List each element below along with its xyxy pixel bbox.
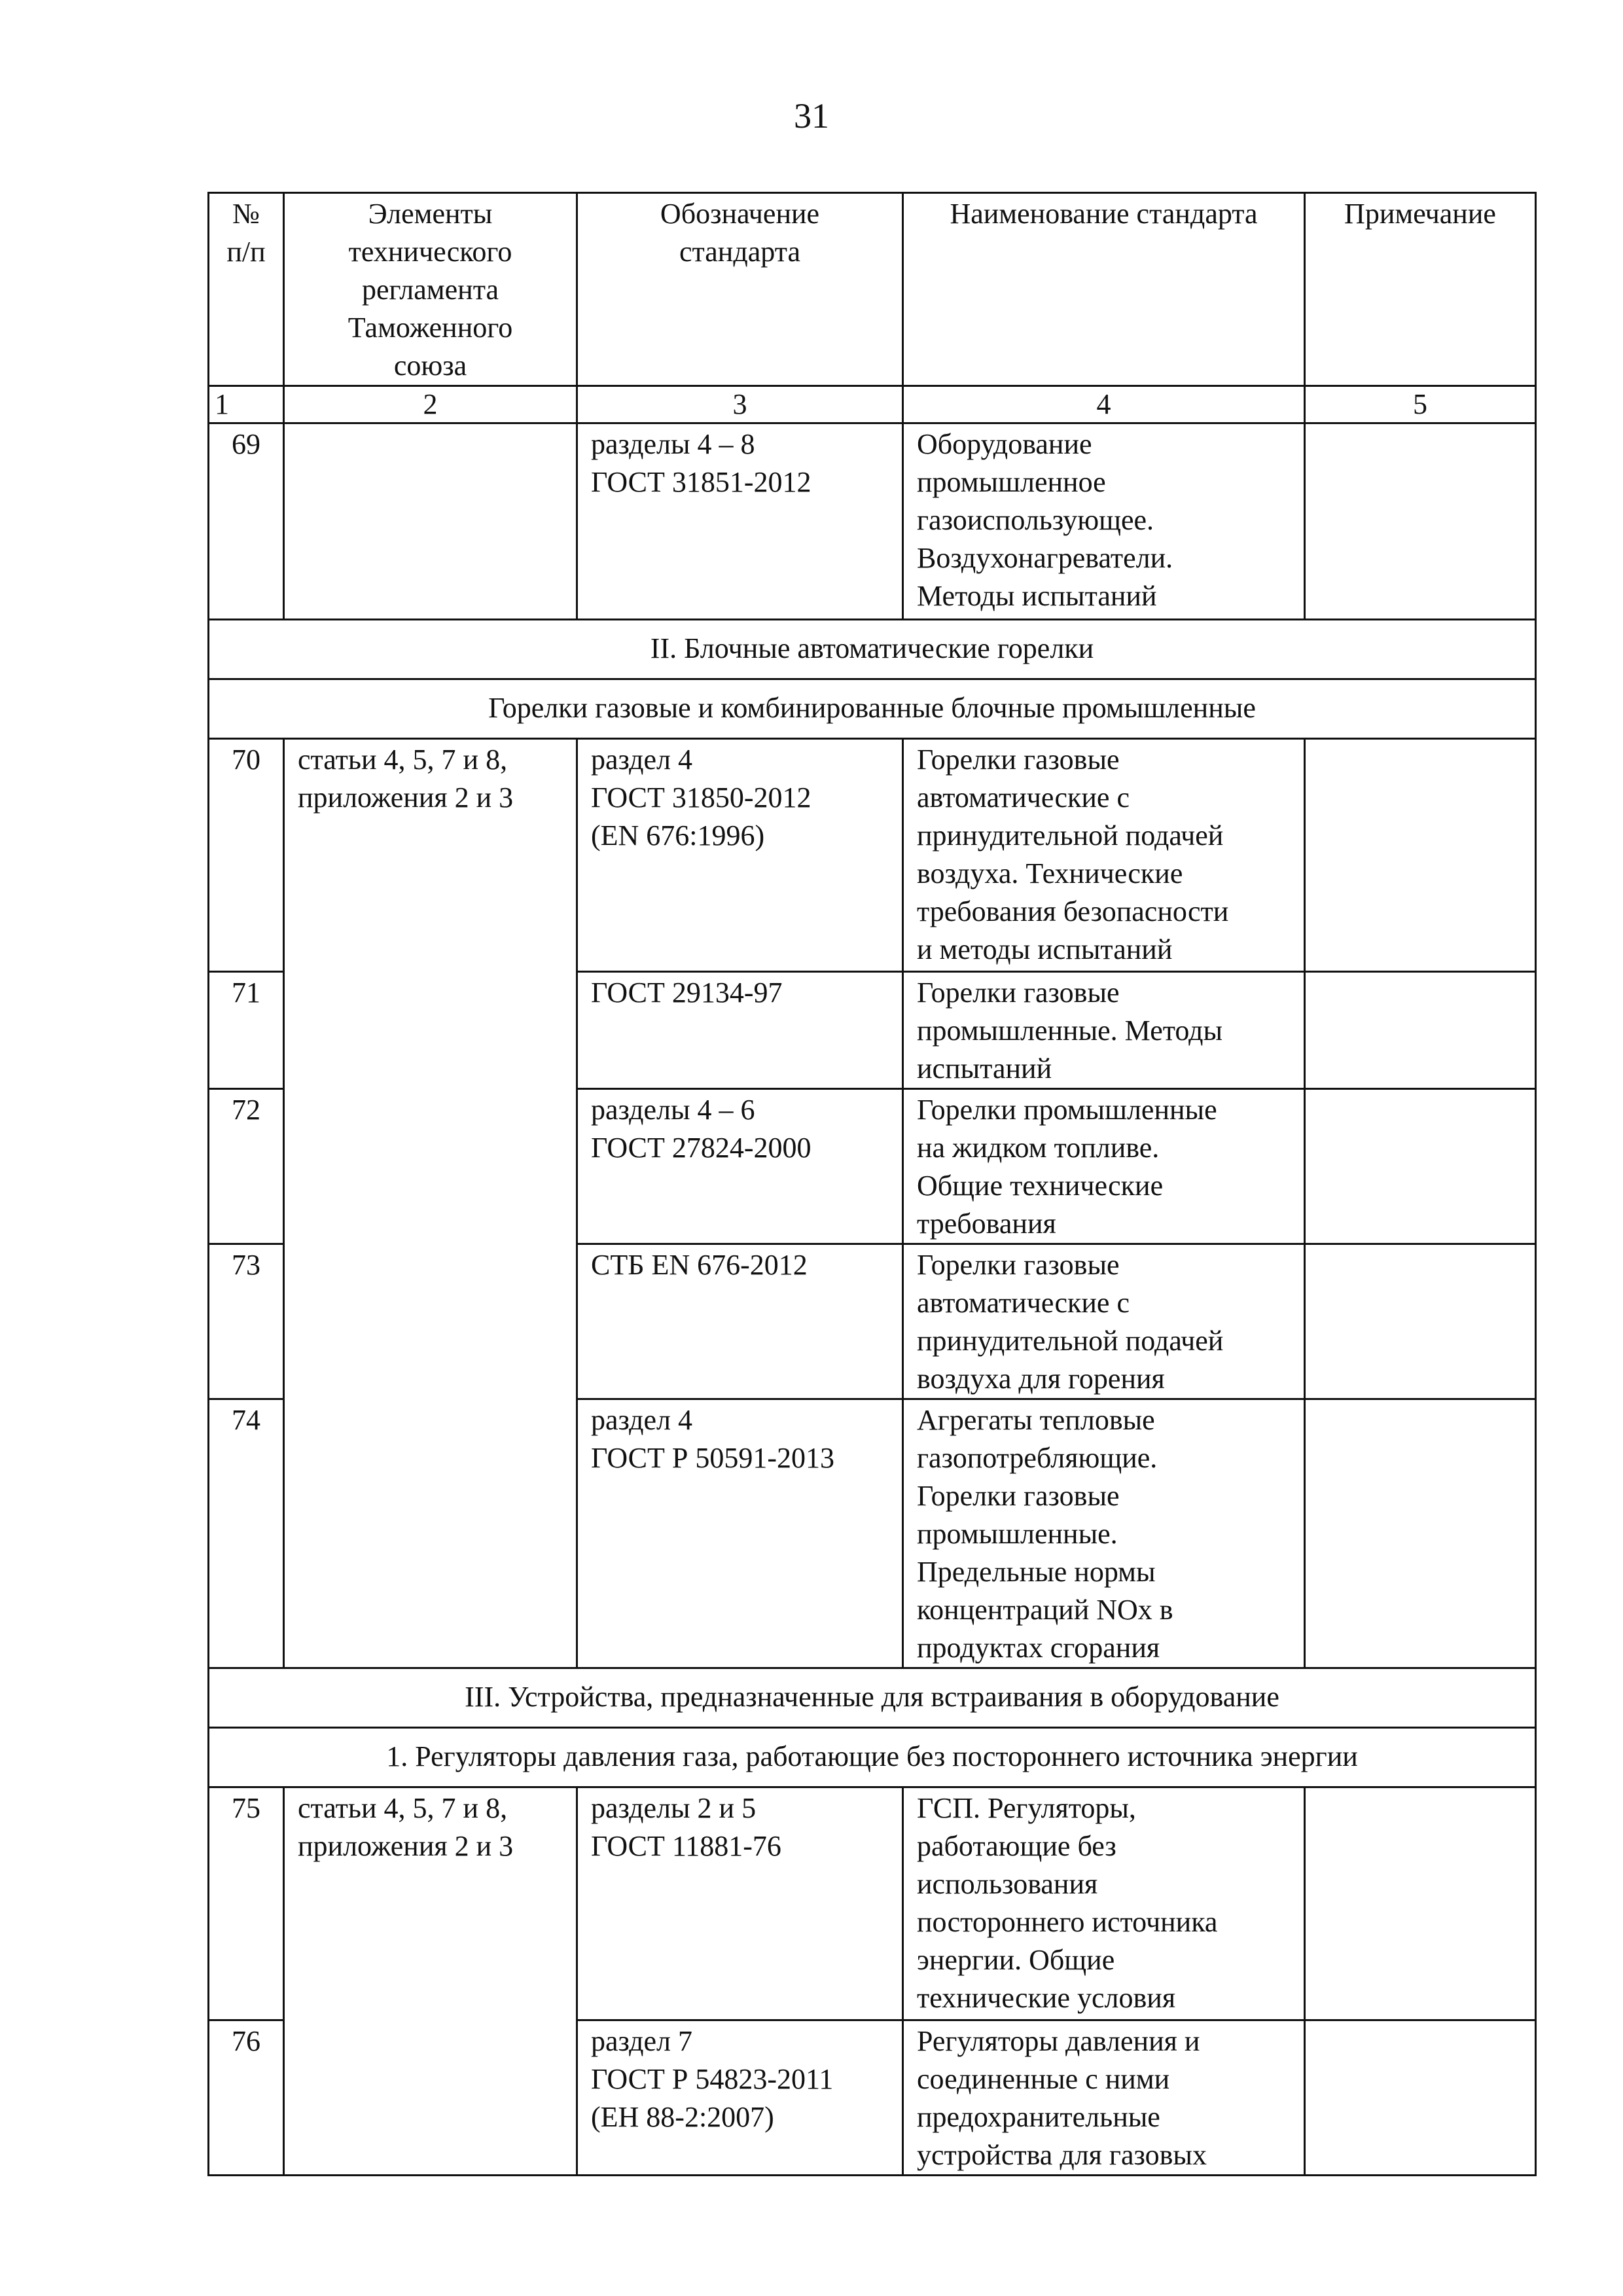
row-designation: разделы 4 – 8 ГОСТ 31851-2012 bbox=[577, 423, 903, 620]
header-note: Примечание bbox=[1305, 193, 1536, 386]
column-number: 1 bbox=[209, 386, 284, 423]
section-title: II. Блочные автоматические горелки bbox=[209, 620, 1536, 679]
section-title: III. Устройства, предназначенные для встраивания в оборудование bbox=[209, 1668, 1536, 1728]
row-standard-name: Горелки газовые промышленные. Методы испытаний bbox=[903, 972, 1305, 1089]
page-number: 31 bbox=[794, 96, 829, 135]
column-number: 5 bbox=[1305, 386, 1536, 423]
column-number: 4 bbox=[903, 386, 1305, 423]
row-note bbox=[1305, 1787, 1536, 2020]
row-elements: статьи 4, 5, 7 и 8, приложения 2 и 3 bbox=[284, 1787, 577, 2176]
row-designation: раздел 7 ГОСТ Р 54823-2011 (ЕН 88-2:2007) bbox=[577, 2020, 903, 2176]
row-note bbox=[1305, 1399, 1536, 1668]
row-elements bbox=[284, 423, 577, 620]
column-number: 2 bbox=[284, 386, 577, 423]
row-note bbox=[1305, 1089, 1536, 1244]
row-number: 76 bbox=[209, 2020, 284, 2176]
row-standard-name: Агрегаты тепловые газопотребляющие. Горелки газовые промышленные. Предельные нормы концентраций NOx в продуктах сгорания bbox=[903, 1399, 1305, 1668]
row-standard-name: Регуляторы давления и соединенные с ними предохранительные устройства для газовых bbox=[903, 2020, 1305, 2176]
header-elements: Элементы технического регламента Таможенного союза bbox=[284, 193, 577, 386]
subsection-title: 1. Регуляторы давления газа, работающие без постороннего источника энергии bbox=[209, 1728, 1536, 1787]
row-note bbox=[1305, 2020, 1536, 2176]
header-standard-name: Наименование стандарта bbox=[903, 193, 1305, 386]
header-designation: Обозначение стандарта bbox=[577, 193, 903, 386]
subsection-heading-row bbox=[209, 679, 1536, 739]
row-standard-name: Оборудование промышленное газоиспользующее. Воздухонагреватели. Методы испытаний bbox=[903, 423, 1305, 620]
header-number: № п/п bbox=[209, 193, 284, 386]
row-note bbox=[1305, 423, 1536, 620]
row-designation: раздел 4 ГОСТ 31850-2012 (EN 676:1996) bbox=[577, 739, 903, 972]
row-note bbox=[1305, 972, 1536, 1089]
subsection-title: Горелки газовые и комбинированные блочные промышленные bbox=[209, 679, 1536, 739]
row-standard-name: ГСП. Регуляторы, работающие без использования постороннего источника энергии. Общие технические условия bbox=[903, 1787, 1305, 2020]
column-number: 3 bbox=[577, 386, 903, 423]
row-standard-name: Горелки газовые автоматические с принудительной подачей воздуха. Технические требования безопасности и методы испытаний bbox=[903, 739, 1305, 972]
table-header-row bbox=[209, 193, 1536, 386]
table-row bbox=[209, 1787, 1536, 2020]
section-heading-row bbox=[209, 620, 1536, 679]
subsection-heading-row bbox=[209, 1728, 1536, 1787]
column-numbers-row bbox=[209, 386, 1536, 423]
row-number: 69 bbox=[209, 423, 284, 620]
row-number: 73 bbox=[209, 1244, 284, 1399]
section-heading-row bbox=[209, 1668, 1536, 1728]
row-designation: раздел 4 ГОСТ Р 50591-2013 bbox=[577, 1399, 903, 1668]
row-designation: разделы 4 – 6 ГОСТ 27824-2000 bbox=[577, 1089, 903, 1244]
row-designation: СТБ EN 676-2012 bbox=[577, 1244, 903, 1399]
row-number: 75 bbox=[209, 1787, 284, 2020]
standards-table bbox=[207, 192, 1537, 2176]
row-designation: разделы 2 и 5 ГОСТ 11881-76 bbox=[577, 1787, 903, 2020]
row-standard-name: Горелки промышленные на жидком топливе. Общие технические требования bbox=[903, 1089, 1305, 1244]
row-number: 70 bbox=[209, 739, 284, 972]
row-note bbox=[1305, 1244, 1536, 1399]
row-number: 72 bbox=[209, 1089, 284, 1244]
row-elements: статьи 4, 5, 7 и 8, приложения 2 и 3 bbox=[284, 739, 577, 1668]
row-number: 74 bbox=[209, 1399, 284, 1668]
table-row bbox=[209, 739, 1536, 972]
row-number: 71 bbox=[209, 972, 284, 1089]
row-note bbox=[1305, 739, 1536, 972]
row-standard-name: Горелки газовые автоматические с принудительной подачей воздуха для горения bbox=[903, 1244, 1305, 1399]
table-row bbox=[209, 423, 1536, 620]
row-designation: ГОСТ 29134-97 bbox=[577, 972, 903, 1089]
